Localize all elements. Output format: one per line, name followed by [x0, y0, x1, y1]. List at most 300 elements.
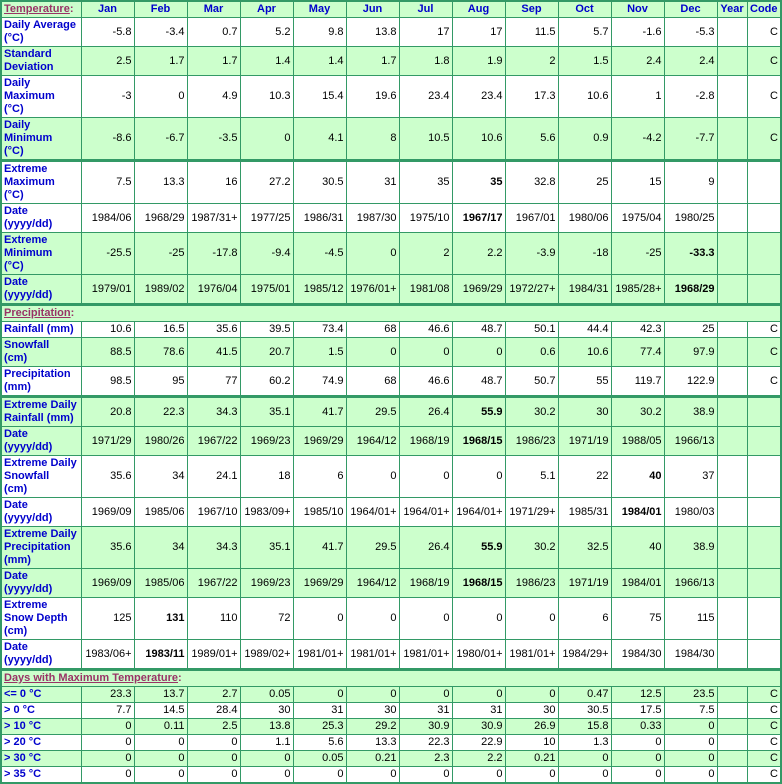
- row-label: Extreme Daily Rainfall (mm): [1, 397, 81, 427]
- value-cell-dec: 97.9: [664, 338, 717, 367]
- value-cell-nov: -1.6: [611, 18, 664, 47]
- value-cell-jan: -5.8: [81, 18, 134, 47]
- table-row: [1, 76, 781, 118]
- year-value-cell: [717, 397, 747, 427]
- value-cell-aug: 23.4: [452, 76, 505, 118]
- column-header-oct: Oct: [558, 1, 611, 18]
- value-cell-dec: 1980/25: [664, 204, 717, 233]
- value-cell-feb: -3.4: [134, 18, 187, 47]
- value-cell-apr: 5.2: [240, 18, 293, 47]
- value-cell-mar: 1.7: [187, 47, 240, 76]
- value-cell-apr: 18: [240, 456, 293, 498]
- code-value-cell: C: [747, 719, 781, 735]
- code-value-cell: [747, 427, 781, 456]
- row-label: > 35 °C: [1, 767, 81, 784]
- value-cell-nov: 0: [611, 751, 664, 767]
- value-cell-jan: 1984/06: [81, 204, 134, 233]
- code-value-cell: [747, 204, 781, 233]
- row-label: Date (yyyy/dd): [1, 204, 81, 233]
- year-value-cell: [717, 687, 747, 703]
- row-label: Snowfall (cm): [1, 338, 81, 367]
- value-cell-dec: 7.5: [664, 703, 717, 719]
- value-cell-may: 5.6: [293, 735, 346, 751]
- value-cell-jan: 2.5: [81, 47, 134, 76]
- value-cell-feb: 22.3: [134, 397, 187, 427]
- table-row: [1, 751, 781, 767]
- row-label: Date (yyyy/dd): [1, 569, 81, 598]
- code-value-cell: C: [747, 767, 781, 784]
- value-cell-jun: 1.7: [346, 47, 399, 76]
- value-cell-may: 41.7: [293, 397, 346, 427]
- code-value-cell: [747, 640, 781, 670]
- value-cell-oct: 0.47: [558, 687, 611, 703]
- code-value-cell: C: [747, 322, 781, 338]
- table-row: [1, 367, 781, 397]
- year-value-cell: [717, 18, 747, 47]
- year-value-cell: [717, 233, 747, 275]
- value-cell-apr: -9.4: [240, 233, 293, 275]
- value-cell-jan: 1969/09: [81, 569, 134, 598]
- value-cell-jan: -3: [81, 76, 134, 118]
- year-value-cell: [717, 498, 747, 527]
- value-cell-apr: 39.5: [240, 322, 293, 338]
- value-cell-jan: 0: [81, 735, 134, 751]
- value-cell-sep: 1986/23: [505, 427, 558, 456]
- value-cell-sep: 17.3: [505, 76, 558, 118]
- section-header-row: [1, 305, 781, 322]
- value-cell-jan: 1969/09: [81, 498, 134, 527]
- value-cell-may: 1985/10: [293, 498, 346, 527]
- column-header-year: Year: [717, 1, 747, 18]
- value-cell-may: 0: [293, 598, 346, 640]
- year-value-cell: [717, 427, 747, 456]
- value-cell-sep: 1986/23: [505, 569, 558, 598]
- code-value-cell: C: [747, 18, 781, 47]
- value-cell-dec: 38.9: [664, 397, 717, 427]
- year-value-cell: [717, 735, 747, 751]
- row-label: Standard Deviation: [1, 47, 81, 76]
- value-cell-mar: 16: [187, 161, 240, 204]
- value-cell-may: 30.5: [293, 161, 346, 204]
- value-cell-jan: 20.8: [81, 397, 134, 427]
- value-cell-mar: 1987/31+: [187, 204, 240, 233]
- value-cell-nov: 2.4: [611, 47, 664, 76]
- code-value-cell: C: [747, 47, 781, 76]
- value-cell-apr: 13.8: [240, 719, 293, 735]
- value-cell-feb: 1985/06: [134, 498, 187, 527]
- code-value-cell: C: [747, 735, 781, 751]
- value-cell-jun: 1981/01+: [346, 640, 399, 670]
- value-cell-nov: 12.5: [611, 687, 664, 703]
- row-label: Extreme Daily Snowfall (cm): [1, 456, 81, 498]
- value-cell-sep: 50.7: [505, 367, 558, 397]
- row-label: > 30 °C: [1, 751, 81, 767]
- table-row: [1, 427, 781, 456]
- value-cell-aug: 0: [452, 456, 505, 498]
- value-cell-oct: 5.7: [558, 18, 611, 47]
- value-cell-oct: 1.3: [558, 735, 611, 751]
- value-cell-jun: 0: [346, 598, 399, 640]
- row-label: > 10 °C: [1, 719, 81, 735]
- value-cell-nov: 0.33: [611, 719, 664, 735]
- value-cell-sep: 2: [505, 47, 558, 76]
- value-cell-jul: 46.6: [399, 367, 452, 397]
- code-value-cell: C: [747, 751, 781, 767]
- value-cell-sep: 50.1: [505, 322, 558, 338]
- column-header-dec: Dec: [664, 1, 717, 18]
- value-cell-sep: 30: [505, 703, 558, 719]
- row-label: Date (yyyy/dd): [1, 640, 81, 670]
- year-value-cell: [717, 367, 747, 397]
- value-cell-jul: 1968/19: [399, 569, 452, 598]
- value-cell-oct: 25: [558, 161, 611, 204]
- value-cell-nov: 1985/28+: [611, 275, 664, 305]
- value-cell-dec: 0: [664, 751, 717, 767]
- value-cell-feb: 14.5: [134, 703, 187, 719]
- value-cell-may: 15.4: [293, 76, 346, 118]
- section-title-text: Precipitation: [4, 307, 71, 319]
- code-value-cell: [747, 233, 781, 275]
- section-header-temperature: [1, 1, 81, 18]
- value-cell-jul: 26.4: [399, 397, 452, 427]
- table-row: [1, 204, 781, 233]
- value-cell-sep: 1972/27+: [505, 275, 558, 305]
- column-header-jan: Jan: [81, 1, 134, 18]
- value-cell-nov: -25: [611, 233, 664, 275]
- value-cell-feb: 1989/02: [134, 275, 187, 305]
- value-cell-feb: 0.11: [134, 719, 187, 735]
- value-cell-apr: 1969/23: [240, 427, 293, 456]
- value-cell-aug: 48.7: [452, 322, 505, 338]
- value-cell-dec: 1980/03: [664, 498, 717, 527]
- row-label: Date (yyyy/dd): [1, 275, 81, 305]
- value-cell-nov: 1984/01: [611, 569, 664, 598]
- column-header-jun: Jun: [346, 1, 399, 18]
- table-row: [1, 456, 781, 498]
- value-cell-feb: 1968/29: [134, 204, 187, 233]
- value-cell-jul: 2.3: [399, 751, 452, 767]
- value-cell-sep: -3.9: [505, 233, 558, 275]
- value-cell-jan: 35.6: [81, 527, 134, 569]
- value-cell-may: 73.4: [293, 322, 346, 338]
- value-cell-jan: 35.6: [81, 456, 134, 498]
- value-cell-jul: 0: [399, 767, 452, 784]
- code-value-cell: [747, 275, 781, 305]
- value-cell-mar: 1967/22: [187, 569, 240, 598]
- column-header-apr: Apr: [240, 1, 293, 18]
- value-cell-may: 1.4: [293, 47, 346, 76]
- value-cell-mar: 24.1: [187, 456, 240, 498]
- value-cell-jan: -8.6: [81, 118, 134, 161]
- value-cell-may: 1981/01+: [293, 640, 346, 670]
- value-cell-sep: 0.6: [505, 338, 558, 367]
- value-cell-oct: 1984/29+: [558, 640, 611, 670]
- row-label: Extreme Daily Precipitation (mm): [1, 527, 81, 569]
- value-cell-sep: 0: [505, 598, 558, 640]
- value-cell-jul: 46.6: [399, 322, 452, 338]
- value-cell-apr: 1989/02+: [240, 640, 293, 670]
- value-cell-may: 41.7: [293, 527, 346, 569]
- year-value-cell: [717, 161, 747, 204]
- value-cell-feb: 1.7: [134, 47, 187, 76]
- year-value-cell: [717, 569, 747, 598]
- value-cell-dec: 1966/13: [664, 427, 717, 456]
- value-cell-oct: 15.8: [558, 719, 611, 735]
- value-cell-aug: 1968/15: [452, 569, 505, 598]
- value-cell-feb: 13.7: [134, 687, 187, 703]
- value-cell-jan: 125: [81, 598, 134, 640]
- table-body: [1, 18, 781, 784]
- value-cell-mar: 0: [187, 735, 240, 751]
- value-cell-jun: 68: [346, 322, 399, 338]
- table-row: [1, 118, 781, 161]
- column-header-aug: Aug: [452, 1, 505, 18]
- code-value-cell: C: [747, 118, 781, 161]
- value-cell-sep: 1981/01+: [505, 640, 558, 670]
- code-value-cell: [747, 456, 781, 498]
- value-cell-jun: 31: [346, 161, 399, 204]
- value-cell-jan: 1983/06+: [81, 640, 134, 670]
- value-cell-jun: 29.5: [346, 527, 399, 569]
- value-cell-may: 0.05: [293, 751, 346, 767]
- value-cell-jun: 0.21: [346, 751, 399, 767]
- value-cell-apr: 1977/25: [240, 204, 293, 233]
- value-cell-jun: 29.2: [346, 719, 399, 735]
- value-cell-sep: 0: [505, 767, 558, 784]
- value-cell-nov: 15: [611, 161, 664, 204]
- value-cell-oct: 0.9: [558, 118, 611, 161]
- table-row: [1, 338, 781, 367]
- value-cell-mar: 0: [187, 751, 240, 767]
- table-row: [1, 767, 781, 784]
- value-cell-nov: 30.2: [611, 397, 664, 427]
- value-cell-nov: 1984/30: [611, 640, 664, 670]
- value-cell-feb: 0: [134, 76, 187, 118]
- row-label: > 20 °C: [1, 735, 81, 751]
- value-cell-nov: 1: [611, 76, 664, 118]
- value-cell-dec: 9: [664, 161, 717, 204]
- value-cell-oct: 32.5: [558, 527, 611, 569]
- code-value-cell: C: [747, 76, 781, 118]
- table-row: [1, 18, 781, 47]
- value-cell-may: 9.8: [293, 18, 346, 47]
- value-cell-oct: 22: [558, 456, 611, 498]
- value-cell-jun: 0: [346, 687, 399, 703]
- table-row: [1, 640, 781, 670]
- value-cell-may: -4.5: [293, 233, 346, 275]
- value-cell-apr: 1.4: [240, 47, 293, 76]
- value-cell-aug: 55.9: [452, 397, 505, 427]
- value-cell-oct: 1971/19: [558, 569, 611, 598]
- value-cell-feb: 0: [134, 735, 187, 751]
- value-cell-aug: 17: [452, 18, 505, 47]
- value-cell-jun: 0: [346, 456, 399, 498]
- table-row: [1, 322, 781, 338]
- table-row: [1, 719, 781, 735]
- value-cell-aug: 1968/15: [452, 427, 505, 456]
- code-value-cell: [747, 527, 781, 569]
- year-value-cell: [717, 703, 747, 719]
- year-value-cell: [717, 322, 747, 338]
- value-cell-apr: 1969/23: [240, 569, 293, 598]
- year-value-cell: [717, 76, 747, 118]
- value-cell-apr: 1983/09+: [240, 498, 293, 527]
- value-cell-oct: 1.5: [558, 47, 611, 76]
- section-title: Temperature:: [4, 3, 74, 15]
- value-cell-aug: 10.6: [452, 118, 505, 161]
- code-value-cell: C: [747, 367, 781, 397]
- value-cell-dec: 0: [664, 719, 717, 735]
- value-cell-jan: 98.5: [81, 367, 134, 397]
- value-cell-nov: 1975/04: [611, 204, 664, 233]
- value-cell-jul: 30.9: [399, 719, 452, 735]
- code-value-cell: [747, 498, 781, 527]
- value-cell-jun: 1964/01+: [346, 498, 399, 527]
- value-cell-sep: 5.1: [505, 456, 558, 498]
- value-cell-dec: 122.9: [664, 367, 717, 397]
- value-cell-mar: 0.7: [187, 18, 240, 47]
- row-label: <= 0 °C: [1, 687, 81, 703]
- value-cell-apr: 1975/01: [240, 275, 293, 305]
- value-cell-nov: 0: [611, 767, 664, 784]
- value-cell-feb: 1983/11: [134, 640, 187, 670]
- value-cell-jun: 1976/01+: [346, 275, 399, 305]
- value-cell-dec: 25: [664, 322, 717, 338]
- value-cell-apr: 0: [240, 767, 293, 784]
- value-cell-jan: 23.3: [81, 687, 134, 703]
- table-header: [1, 1, 781, 18]
- value-cell-aug: 0: [452, 338, 505, 367]
- value-cell-may: 6: [293, 456, 346, 498]
- value-cell-aug: 1.9: [452, 47, 505, 76]
- value-cell-mar: 77: [187, 367, 240, 397]
- value-cell-mar: 2.5: [187, 719, 240, 735]
- value-cell-dec: -33.3: [664, 233, 717, 275]
- year-value-cell: [717, 47, 747, 76]
- value-cell-aug: 2.2: [452, 751, 505, 767]
- value-cell-feb: 16.5: [134, 322, 187, 338]
- value-cell-jun: 1964/12: [346, 427, 399, 456]
- value-cell-sep: 5.6: [505, 118, 558, 161]
- value-cell-aug: 55.9: [452, 527, 505, 569]
- value-cell-oct: 1971/19: [558, 427, 611, 456]
- value-cell-nov: 1988/05: [611, 427, 664, 456]
- value-cell-jul: 23.4: [399, 76, 452, 118]
- value-cell-mar: 1967/22: [187, 427, 240, 456]
- row-label: Daily Maximum (°C): [1, 76, 81, 118]
- value-cell-oct: 1984/31: [558, 275, 611, 305]
- column-header-sep: Sep: [505, 1, 558, 18]
- value-cell-aug: 2.2: [452, 233, 505, 275]
- column-header-code: Code: [747, 1, 781, 18]
- value-cell-jun: 29.5: [346, 397, 399, 427]
- value-cell-may: 1969/29: [293, 569, 346, 598]
- value-cell-mar: 4.9: [187, 76, 240, 118]
- column-header-may: May: [293, 1, 346, 18]
- value-cell-aug: 0: [452, 598, 505, 640]
- value-cell-jan: 0: [81, 751, 134, 767]
- table-row: [1, 161, 781, 204]
- row-label: Date (yyyy/dd): [1, 427, 81, 456]
- value-cell-aug: 0: [452, 767, 505, 784]
- value-cell-nov: -4.2: [611, 118, 664, 161]
- value-cell-feb: 78.6: [134, 338, 187, 367]
- value-cell-feb: 13.3: [134, 161, 187, 204]
- year-value-cell: [717, 275, 747, 305]
- value-cell-jul: 1975/10: [399, 204, 452, 233]
- value-cell-mar: 110: [187, 598, 240, 640]
- value-cell-apr: 0: [240, 118, 293, 161]
- year-value-cell: [717, 719, 747, 735]
- value-cell-aug: 22.9: [452, 735, 505, 751]
- value-cell-may: 74.9: [293, 367, 346, 397]
- value-cell-dec: 37: [664, 456, 717, 498]
- row-label: Date (yyyy/dd): [1, 498, 81, 527]
- value-cell-jan: 1979/01: [81, 275, 134, 305]
- value-cell-aug: 35: [452, 161, 505, 204]
- value-cell-apr: 0: [240, 751, 293, 767]
- value-cell-jan: 88.5: [81, 338, 134, 367]
- value-cell-nov: 119.7: [611, 367, 664, 397]
- row-label: Daily Minimum (°C): [1, 118, 81, 161]
- value-cell-may: 1986/31: [293, 204, 346, 233]
- value-cell-apr: 72: [240, 598, 293, 640]
- value-cell-feb: 0: [134, 751, 187, 767]
- table-row: [1, 598, 781, 640]
- value-cell-oct: 0: [558, 751, 611, 767]
- value-cell-jun: 8: [346, 118, 399, 161]
- year-value-cell: [717, 456, 747, 498]
- value-cell-mar: 34.3: [187, 527, 240, 569]
- value-cell-jan: 7.5: [81, 161, 134, 204]
- year-value-cell: [717, 338, 747, 367]
- value-cell-jun: 0: [346, 767, 399, 784]
- value-cell-jul: 0: [399, 687, 452, 703]
- value-cell-aug: 0: [452, 687, 505, 703]
- value-cell-may: 0: [293, 767, 346, 784]
- row-label: Precipitation (mm): [1, 367, 81, 397]
- value-cell-mar: 1976/04: [187, 275, 240, 305]
- value-cell-jun: 1987/30: [346, 204, 399, 233]
- value-cell-jun: 0: [346, 338, 399, 367]
- value-cell-jul: 35: [399, 161, 452, 204]
- row-label: Daily Average (°C): [1, 18, 81, 47]
- value-cell-mar: 34.3: [187, 397, 240, 427]
- row-label: Extreme Minimum (°C): [1, 233, 81, 275]
- value-cell-jan: 0: [81, 719, 134, 735]
- value-cell-nov: 40: [611, 527, 664, 569]
- value-cell-jul: 1981/01+: [399, 640, 452, 670]
- code-value-cell: [747, 598, 781, 640]
- code-value-cell: [747, 161, 781, 204]
- row-label: Extreme Maximum (°C): [1, 161, 81, 204]
- table-row: [1, 527, 781, 569]
- value-cell-dec: 0: [664, 767, 717, 784]
- table-row: [1, 569, 781, 598]
- value-cell-mar: 35.6: [187, 322, 240, 338]
- value-cell-jun: 30: [346, 703, 399, 719]
- table-row: [1, 397, 781, 427]
- value-cell-feb: -25: [134, 233, 187, 275]
- value-cell-oct: 44.4: [558, 322, 611, 338]
- code-value-cell: [747, 397, 781, 427]
- section-header-days-with-maximum-temperature: [1, 670, 781, 687]
- value-cell-apr: 1.1: [240, 735, 293, 751]
- value-cell-feb: 1985/06: [134, 569, 187, 598]
- row-label: Extreme Snow Depth (cm): [1, 598, 81, 640]
- section-title: Days with Maximum Temperature:: [4, 672, 182, 684]
- value-cell-mar: 28.4: [187, 703, 240, 719]
